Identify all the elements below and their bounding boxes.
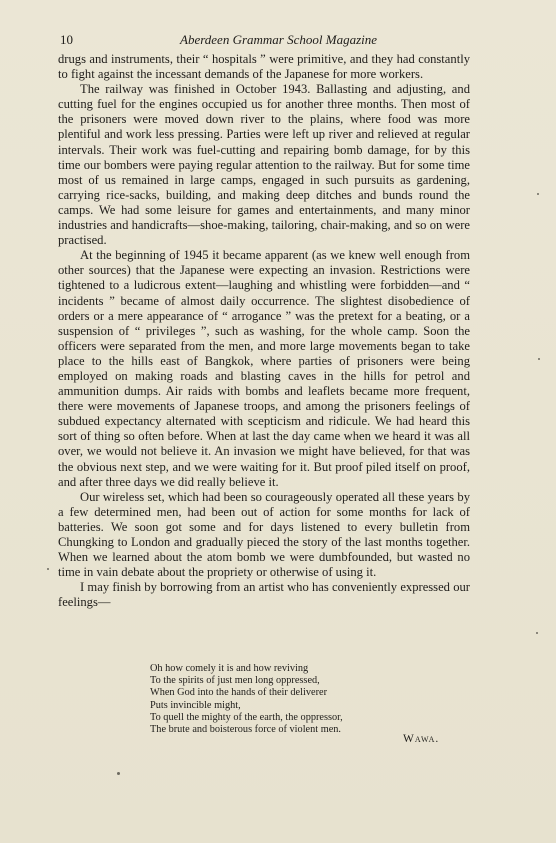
paragraph-closing: I may finish by borrowing from an artist who has conveniently expressed our feelings—: [58, 580, 470, 610]
paragraph-railway: The railway was finished in October 1943. Ballasting and adjusting, and cutting fuel for the engines occupied us for another three months. Then most of the prisoners were moved down river to the plains, where food was more plentiful and work less pressing. Parties were left up river and relieved at regular intervals. Their work was fuel-cutting and repairing bomb damage, for by this time our bombers were paying regular attention to the railway. But for some time most of us remained in large camps, engaged in such pursuits as gardening, carrying rice-sacks, building, and making deep ditches and bunds round the camps. We had some leisure for games and entertainments, and many minor industries and handicrafts—shoe-making, tailoring, chair-making, and so on were practised.: [58, 82, 470, 248]
poem-line: Oh how comely it is and how reviving: [150, 663, 309, 674]
paragraph-invasion: At the beginning of 1945 it became apparent (as we knew well enough from other sources) that the Japanese were expecting an invasion. Restrictions were tightened to a ludicrous extent—laughing and whistling were forbidden—and “ incidents ” became of almost daily occurrence. The slightest disobedience of orders or a mere appearance of “ arrogance ” was the pretext for a beating, or a suspension of “ privileges ”, such as washing, for the whole camp. Soon the officers were separated from the men, and more large movements began to take place to the hills east of Bangkok, where parties of prisoners were being employed on making roads and blasting caves in the hills for petrol and ammunition dumps. Air raids with bombs and leaflets became more frequent, there were movements of Japanese troops, and among the prisoners feelings of subdued expectancy alternated with scepticism and ridicule. We had heard this sort of thing so often before. When at last the day came when we heard it was all over, we would not believe it. An invasion we might have believed, for that was the obvious next step, and we were waiting for it. But proof piled itself on proof, and after three days we did really believe it.: [58, 248, 470, 489]
poem-line: To quell the mighty of the earth, the oppressor,: [150, 711, 343, 723]
poem-line: To the spirits of just men long oppressed,: [150, 675, 320, 687]
poem-quote: [150, 663, 450, 736]
journal-title: Aberdeen Grammar School Magazine: [180, 32, 378, 47]
page-header: [60, 32, 480, 50]
paragraph-continued: drugs and instruments, their “ hospitals ” were primitive, and they had constantly to fight against the incessant demands of the Japanese for more workers.: [58, 52, 470, 82]
paragraph-wireless: Our wireless set, which had been so courageously operated all these years by a few determined men, had been out of action for some months for lack of batteries. We soon got some and for days listened to every bulletin from Chungking to London and gradually pieced the story of the last months together. When we learned about the atom bomb we were dumbfounded, but wasted no time in vain debate about the propriety or otherwise of using it.: [58, 489, 470, 580]
paper-speck: [117, 772, 120, 775]
article-body: [58, 52, 470, 610]
paper-speck: [47, 568, 49, 570]
page-number: 10: [60, 32, 73, 47]
poem-line: Puts invincible might,: [150, 699, 241, 711]
poem-line: The brute and boisterous force of violent men.: [150, 724, 342, 736]
paper-speck: [538, 358, 540, 360]
paper-speck: [536, 632, 538, 634]
author-signature: Wawa.: [403, 733, 440, 745]
poem-line: When God into the hands of their deliverer: [150, 687, 327, 699]
paper-speck: [537, 193, 539, 195]
